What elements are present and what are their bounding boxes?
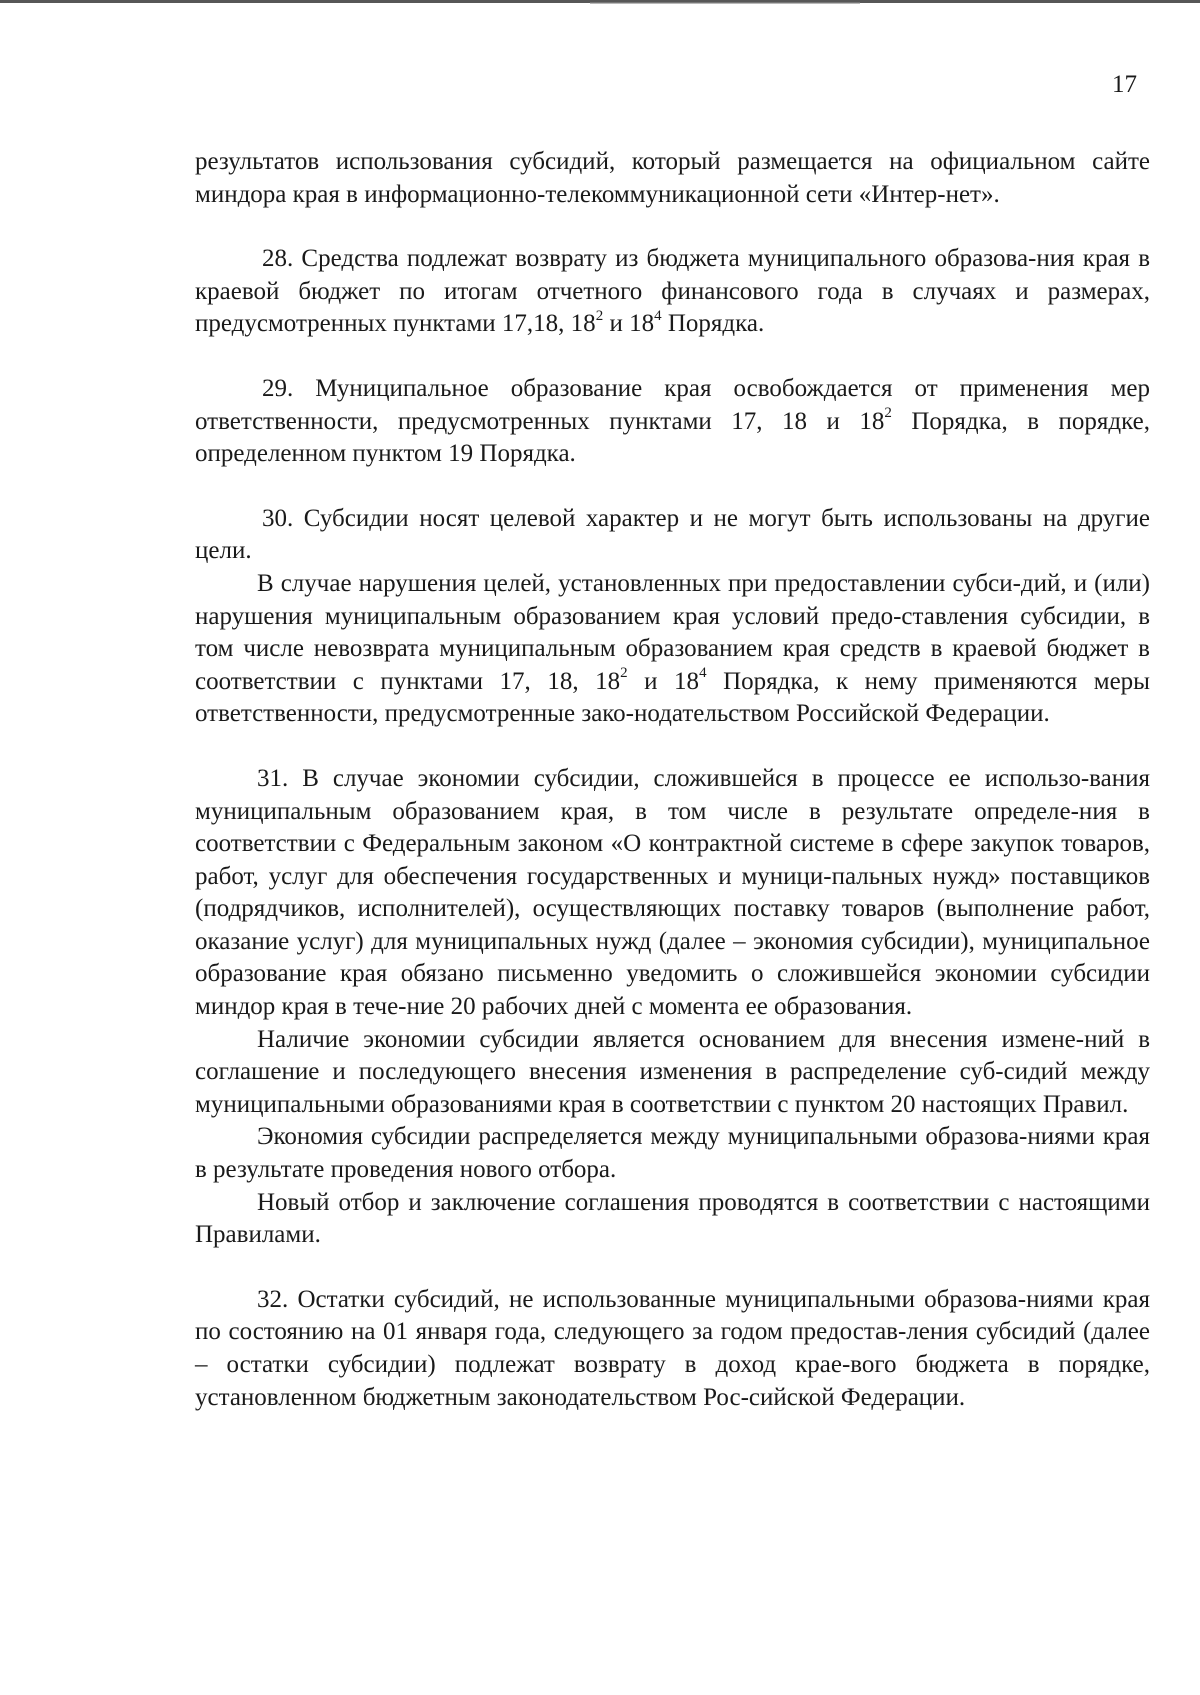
paragraph-31: 31. В случае экономии субсидии, сложившейся в процессе ее использо-вания муниципальным образованием края, в том числе в результате определе-ния в соответствии с Федеральным законом «О контрактной системе в сфере закупок товаров, работ, услуг для обеспечения государственных и муници-пальных нужд» поставщиков (подрядчиков, исполнителей), осуществляющих поставку товаров (выполнение работ, оказание услуг) для муниципальных нужд (далее – экономия субсидии), муниципальное образование края обязано письменно уведомить о сложившейся экономии субсидии миндор края в тече-ние 20 рабочих дней с момента ее образования. <box>195 764 1150 1021</box>
paragraph-31-new-selection: Новый отбор и заключение соглашения проводятся в соответствии с настоящими Правилами. <box>195 1188 1150 1249</box>
page-number: 17 <box>1112 71 1137 98</box>
paragraph-29: 29. Муниципальное образование края освобождается от применения мер ответственности, предусмотренных пунктами 17, 18 и $18^2$ Порядка, в порядке, определенном пунктом 19 Порядка. <box>195 374 1150 468</box>
paragraph-30-violation: В случае нарушения целей, установленных при предоставлении субси-дий, и (или) нарушения муниципальным образованием края условий предо-ставления субсидии, в том числе невозврата муниципальным образованием края средств в краевой бюджет в соответствии с пунктами 17, 18, $18^2$ и $18^4$ Порядка, к нему применяются меры ответственности, предусмотренные зако-нодательством Российской Федерации. <box>195 569 1150 728</box>
paragraph-31-economy-distribution: Экономия субсидии распределяется между муниципальными образова-ниями края в результате проведения нового отбора. <box>195 1123 1150 1184</box>
paragraph-31-economy-basis: Наличие экономии субсидии является основанием для внесения измене-ний в соглашение и последующего внесения изменения в распределение суб-сидий между муниципальными образованиями края в соответствии с пунктом 20 настоящих Правил. <box>195 1025 1150 1118</box>
paragraph-28: 28. Средства подлежат возврату из бюджета муниципального образова-ния края в краевой бюджет по итогам отчетного финансового года в случаях и размерах, предусмотренных пунктами 17,18, $18^2$ и $18^4$ Порядка. <box>195 245 1150 338</box>
paragraph-30: 30. Субсидии носят целевой характер и не могут быть использованы на другие цели. <box>195 504 1150 565</box>
paragraph-continuation: результатов использования субсидий, который размещается на официальном сайте миндора края в информационно-телекоммуникационной сети «Интер-нет». <box>195 148 1150 208</box>
paragraph-32: 32. Остатки субсидий, не использованные муниципальными образова-ниями края по состоянию на 01 января года, следующего за годом предостав-ления субсидий (далее – остатки субсидии) подлежат возврату в доход крае-вого бюджета в порядке, установленном бюджетным законодательством Рос-сийской Федерации. <box>195 1285 1150 1411</box>
scan-edge-mark <box>590 2 860 4</box>
document-body <box>195 146 1150 1414</box>
